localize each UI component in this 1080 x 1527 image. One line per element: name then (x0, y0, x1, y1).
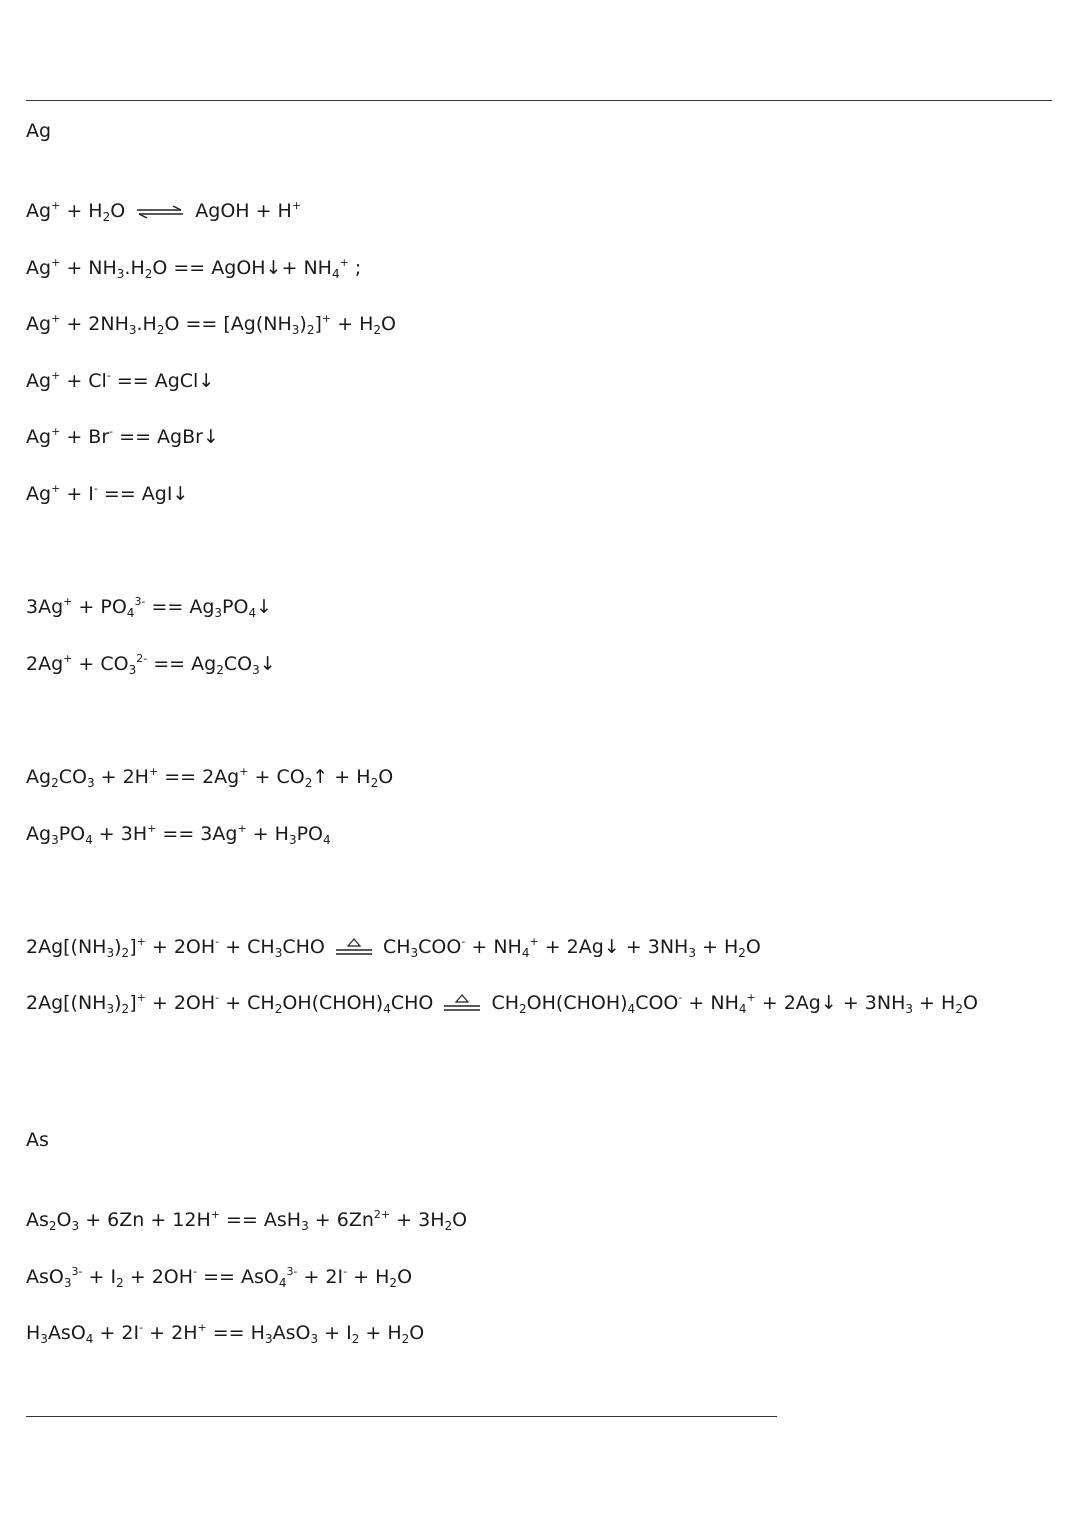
equation-text: + PO (72, 596, 127, 618)
superscript: + (529, 935, 539, 948)
subscript: 2 (121, 946, 130, 960)
equation-text: Ag (26, 823, 52, 845)
subscript: 2 (373, 323, 382, 337)
equation-text: == Ag (145, 596, 215, 618)
superscript: + (136, 991, 146, 1004)
equation-6 (26, 483, 188, 505)
equation-text: Ag (26, 370, 52, 392)
subscript: 2 (401, 1332, 410, 1346)
superscript: + (51, 199, 61, 212)
superscript: + (51, 482, 61, 495)
equation-text: ) (114, 936, 122, 958)
subscript: 3 (128, 323, 137, 337)
equation-text: CO (223, 653, 253, 675)
equation-text: CO (58, 766, 87, 788)
equation-text: + I (60, 483, 94, 505)
equation-10 (26, 823, 331, 845)
subscript: 3 (71, 1219, 80, 1233)
equation-text: + 3H (92, 823, 148, 845)
equation-text: + 2Ag↓ + 3NH (538, 936, 689, 958)
equation-text: CH (376, 936, 411, 958)
superscript: - (93, 482, 98, 495)
equation-5 (26, 426, 219, 448)
equation-text: As (26, 1209, 49, 1231)
subscript: 2 (216, 663, 224, 677)
equation-11 (26, 936, 761, 958)
equation-text: == Ag (147, 653, 217, 675)
subscript: 3 (291, 323, 300, 337)
subscript: 2 (306, 323, 315, 337)
equation-text: COO (418, 936, 462, 958)
equation-14 (26, 1266, 412, 1288)
subscript: 2 (738, 946, 746, 960)
equation-text: Ag (26, 313, 52, 335)
equation-7 (26, 596, 272, 618)
equation-text: + H (913, 992, 956, 1014)
subscript: 2 (156, 323, 165, 337)
equilibrium-arrow-icon (135, 205, 185, 219)
section-heading-as: As (26, 1129, 49, 1151)
subscript: 4 (331, 267, 340, 281)
equation-text: + 3H (390, 1209, 445, 1231)
equation-text: O (110, 200, 132, 222)
subscript: 2 (116, 1276, 124, 1290)
superscript: - (193, 1265, 198, 1278)
superscript: + (51, 369, 61, 382)
equation-text: + H (695, 936, 739, 958)
equation-text: O (745, 936, 761, 958)
subscript: 2 (444, 1219, 453, 1233)
equation-text: Ag (26, 257, 52, 279)
subscript: 3 (106, 946, 115, 960)
subscript: 3 (51, 833, 59, 847)
superscript: + (321, 312, 332, 325)
subscript: 3 (905, 1002, 914, 1016)
equation-text: + H (331, 313, 374, 335)
equation-text: + CO (72, 653, 129, 675)
subscript: 2 (389, 1276, 398, 1290)
equation-text: + NH (682, 992, 739, 1014)
equation-9 (26, 766, 393, 788)
equation-text: ) (299, 313, 307, 335)
equation-text: == AsO (197, 1266, 279, 1288)
equation-text: O (452, 1209, 468, 1231)
superscript: + (237, 822, 247, 835)
subscript: 2 (274, 1002, 283, 1016)
equation-text: ] (314, 313, 322, 335)
equation-text: H (26, 1322, 41, 1344)
equation-text: == AgBr↓ (113, 426, 219, 448)
subscript: 3 (106, 1002, 115, 1016)
subscript: 3 (40, 1332, 48, 1346)
subscript: 4 (383, 1002, 391, 1016)
superscript: - (215, 991, 220, 1004)
superscript: - (139, 1321, 144, 1334)
subscript: 2 (102, 210, 111, 224)
superscript: + (147, 822, 157, 835)
equation-1 (26, 200, 301, 222)
subscript: 2 (121, 1002, 130, 1016)
superscript: 3- (71, 1265, 83, 1278)
equation-text: OH(CHOH) (526, 992, 628, 1014)
superscript: - (461, 935, 466, 948)
equation-text: + 6Zn + 12H (79, 1209, 211, 1231)
superscript: + (63, 595, 73, 608)
equation-text: CHO (282, 936, 331, 958)
subscript: 3 (86, 776, 95, 790)
subscript: 3 (410, 946, 419, 960)
equation-text: + CO (248, 766, 305, 788)
equation-text: CHO (390, 992, 440, 1014)
subscript: 3 (252, 663, 260, 677)
subscript: 3 (116, 267, 125, 281)
equation-text: + 2NH (60, 313, 129, 335)
equation-text: + I (82, 1266, 117, 1288)
equation-text: 2Ag[(NH (26, 992, 107, 1014)
subscript: 2 (51, 776, 59, 790)
subscript: 3 (688, 946, 696, 960)
equation-text: Ag (26, 483, 52, 505)
equation-text: + 2H (143, 1322, 198, 1344)
superscript: - (343, 1265, 348, 1278)
subscript: 3 (63, 1276, 72, 1290)
equation-text: + CH (219, 992, 275, 1014)
superscript: + (63, 652, 73, 665)
superscript: + (239, 765, 249, 778)
equation-text: + Cl (60, 370, 107, 392)
subscript: 2 (370, 776, 379, 790)
superscript: + (51, 425, 61, 438)
equation-text: ↓ (259, 653, 276, 675)
subscript: 3 (310, 1332, 319, 1346)
subscript: 3 (264, 1332, 273, 1346)
equation-text: AsO (272, 1322, 311, 1344)
subscript: 3 (128, 663, 137, 677)
equation-text: == AsH (219, 1209, 302, 1231)
subscript: 4 (521, 946, 530, 960)
equation-text: + 2I (93, 1322, 140, 1344)
equation-text: == AgCl↓ (110, 370, 215, 392)
equation-text: ] (129, 992, 137, 1014)
equation-text: AsO (26, 1266, 64, 1288)
superscript: + (746, 991, 756, 1004)
top-rule (26, 100, 1052, 101)
equation-text: + H (347, 1266, 390, 1288)
superscript: + (210, 1208, 220, 1221)
superscript: - (106, 369, 111, 382)
bottom-rule (26, 1416, 777, 1417)
subscript: 2 (519, 1002, 527, 1016)
equation-3 (26, 313, 396, 335)
subscript: 4 (248, 606, 257, 620)
equation-text: + H (359, 1322, 402, 1344)
subscript: 4 (323, 833, 331, 847)
equation-text: Ag (26, 426, 52, 448)
equation-text: O (381, 313, 396, 335)
equation-2 (26, 257, 361, 279)
equation-text: PO (222, 596, 249, 618)
equation-text: .H (136, 313, 157, 335)
equation-text: 3Ag (26, 596, 64, 618)
equation-text: + H (60, 200, 103, 222)
section-heading-ag: Ag (26, 120, 52, 142)
equation-text: + 2Ag↓ + 3NH (755, 992, 906, 1014)
subscript: 3 (274, 946, 283, 960)
equation-text: O == AgOH↓+ NH (152, 257, 332, 279)
equation-text: == H (206, 1322, 265, 1344)
equation-text: + 2I (297, 1266, 344, 1288)
equation-text: O (397, 1266, 413, 1288)
subscript: 4 (738, 1002, 747, 1016)
equation-text: ] (129, 936, 137, 958)
equation-text: .H (124, 257, 145, 279)
superscript: - (109, 425, 114, 438)
superscript: + (339, 256, 349, 269)
equation-text: O (962, 992, 978, 1014)
heating-condition-icon (443, 994, 481, 1014)
superscript: + (291, 199, 302, 212)
equation-text: O (409, 1322, 425, 1344)
equation-15 (26, 1322, 424, 1344)
superscript: 2+ (373, 1208, 391, 1221)
equation-13 (26, 1209, 467, 1231)
equation-text: ↓ (256, 596, 273, 618)
superscript: + (197, 1321, 207, 1334)
equation-text: O == [Ag(NH (164, 313, 292, 335)
superscript: + (51, 312, 61, 325)
equation-text: + H (246, 823, 289, 845)
superscript: + (148, 765, 159, 778)
equation-text: + 6Zn (308, 1209, 374, 1231)
superscript: 3- (134, 595, 146, 608)
equation-text: == AgI↓ (97, 483, 189, 505)
equation-text: + 2OH (145, 936, 216, 958)
equation-text: + 2H (94, 766, 149, 788)
equation-text: OH(CHOH) (282, 992, 384, 1014)
subscript: 3 (214, 606, 223, 620)
equation-text: 2Ag[(NH (26, 936, 107, 958)
equation-text: O (378, 766, 394, 788)
superscript: - (678, 991, 683, 1004)
equation-8 (26, 653, 276, 675)
equation-text: AgOH + H (189, 200, 292, 222)
equation-text: + Br (60, 426, 110, 448)
equation-text: Ag (26, 200, 52, 222)
equation-text: + CH (219, 936, 275, 958)
equation-text: + I (318, 1322, 352, 1344)
equation-text: ; (348, 257, 362, 279)
subscript: 3 (301, 1219, 309, 1233)
heating-condition-icon (335, 938, 373, 958)
superscript: + (51, 256, 61, 269)
equation-text: O (56, 1209, 72, 1231)
subscript: 2 (304, 776, 313, 790)
equation-text: ) (114, 992, 122, 1014)
subscript: 2 (351, 1332, 360, 1346)
superscript: 2- (136, 652, 148, 665)
equation-text: COO (635, 992, 679, 1014)
equation-12 (26, 992, 978, 1014)
equation-text: PO (58, 823, 86, 845)
subscript: 4 (85, 1332, 94, 1346)
equation-4 (26, 370, 214, 392)
equation-text: + 2OH (145, 992, 216, 1014)
equation-text: Ag (26, 766, 52, 788)
equation-text: 2Ag (26, 653, 64, 675)
subscript: 4 (126, 606, 135, 620)
equation-text: PO (296, 823, 324, 845)
equation-text: + NH (465, 936, 522, 958)
equation-text: + 2OH (123, 1266, 194, 1288)
equation-text: ↑ + H (312, 766, 371, 788)
subscript: 2 (144, 267, 153, 281)
equation-text: == 2Ag (158, 766, 240, 788)
superscript: + (136, 935, 146, 948)
equation-text: AsO (47, 1322, 86, 1344)
subscript: 3 (288, 833, 297, 847)
subscript: 4 (85, 833, 93, 847)
equation-text: + NH (60, 257, 117, 279)
subscript: 2 (48, 1219, 57, 1233)
subscript: 4 (278, 1276, 287, 1290)
subscript: 4 (627, 1002, 636, 1016)
subscript: 2 (955, 1002, 963, 1016)
equation-text: == 3Ag (156, 823, 238, 845)
superscript: 3- (286, 1265, 298, 1278)
superscript: - (215, 935, 220, 948)
equation-text: CH (485, 992, 520, 1014)
